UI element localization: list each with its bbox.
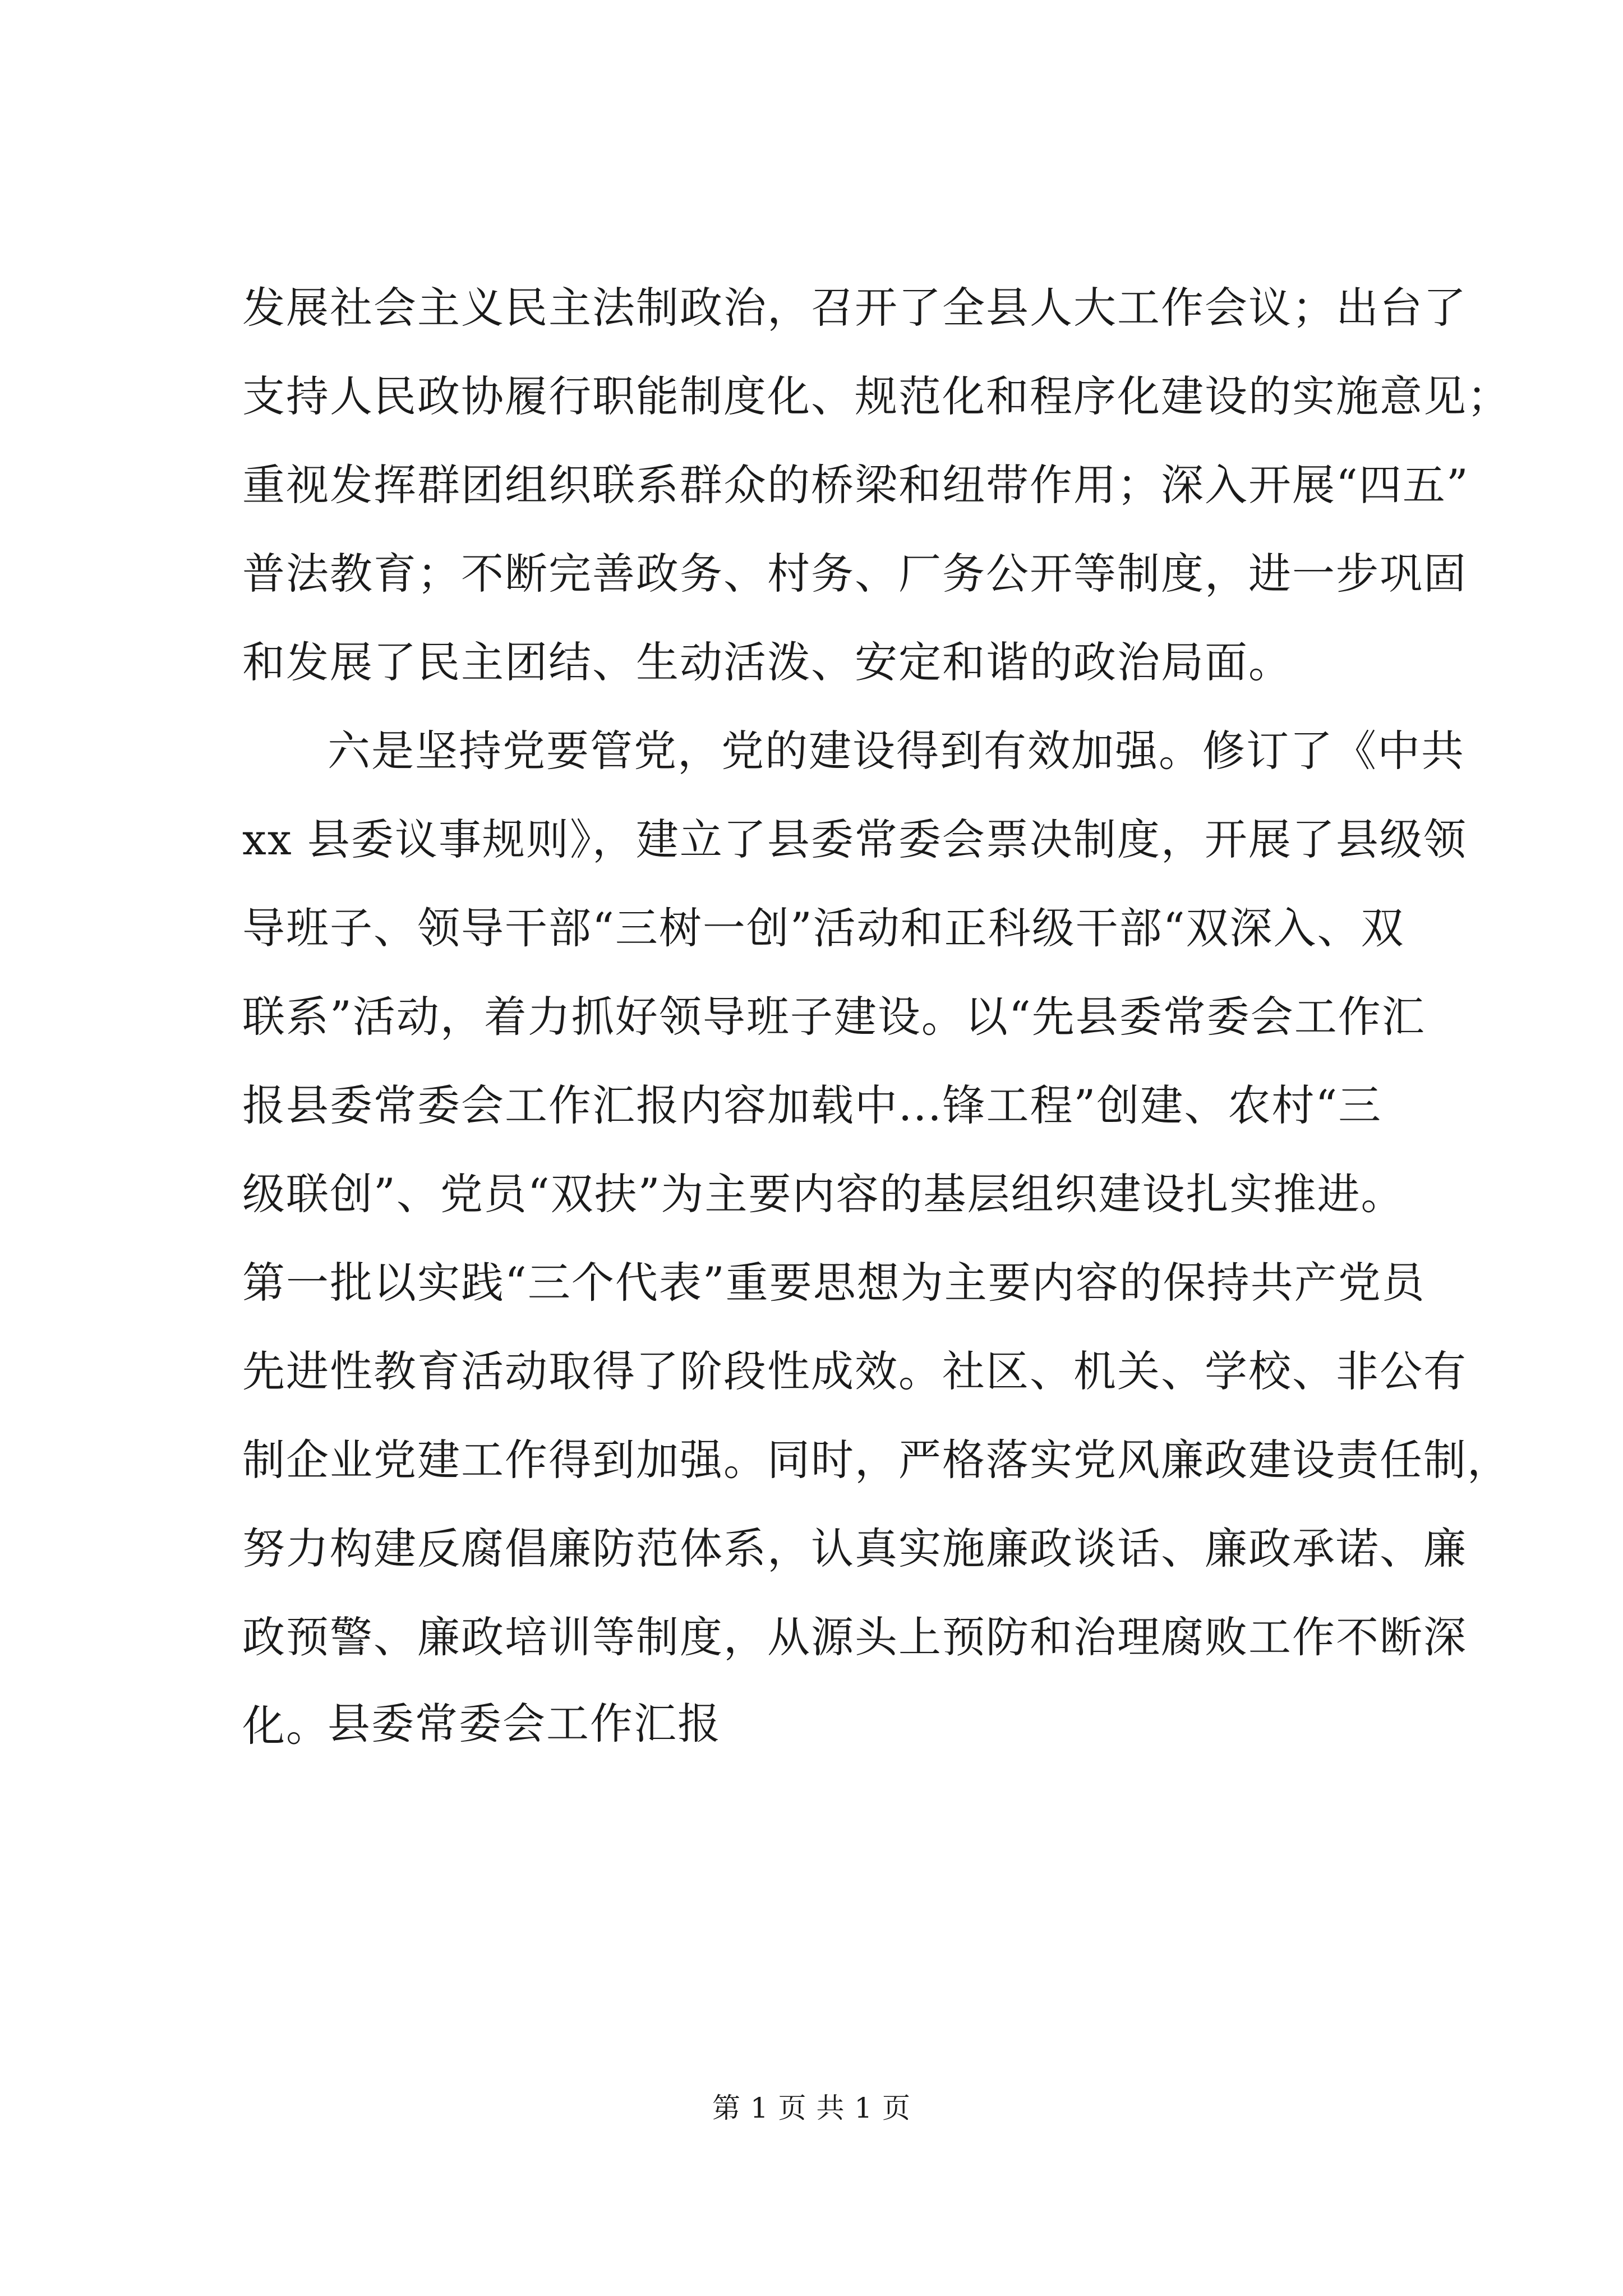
text-line: 和发展了民主团结、生动活泼、安定和谐的政治局面。 xyxy=(242,637,1292,687)
text-line: 发展社会主义民主法制政治，召开了全县人大工作会议；出台了 xyxy=(242,283,1467,333)
text-line: 联系”活动，着力抓好领导班子建设。以“先县委常委会工作汇 xyxy=(242,992,1426,1042)
text-line: 六是坚持党要管党，党的建设得到有效加强。修订了《中共 xyxy=(328,726,1465,776)
closing-title: 县委常委会工作汇报 xyxy=(328,1699,721,1749)
paragraph-party-building xyxy=(242,707,1511,1770)
text-line: 制企业党建工作得到加强。同时，严格落实党风廉政建设责任制， xyxy=(242,1435,1511,1485)
text-line: 导班子、领导干部“三树一创”活动和正科级干部“双深入、双 xyxy=(242,903,1405,953)
text-line: xx 县委议事规则》，建立了县委常委会票决制度，开展了县级领 xyxy=(242,815,1467,864)
text-line: 第一批以实践“三个代表”重要思想为主要内容的保持共产党员 xyxy=(242,1258,1426,1308)
paragraph-democracy xyxy=(242,264,1511,707)
text-line: 报县委常委会工作汇报内容加载中...锋工程”创建、农村“三 xyxy=(242,1080,1382,1130)
text-line: 级联创”、党员“双扶”为主要内容的基层组织建设扎实推进。 xyxy=(242,1169,1405,1219)
text-line: 支持人民政协履行职能制度化、规范化和程序化建设的实施意见； xyxy=(242,371,1511,421)
text-line: 化。 xyxy=(242,1701,330,1751)
text-line: 政预警、廉政培训等制度，从源头上预防和治理腐败工作不断深 xyxy=(242,1612,1467,1662)
text-line: 先进性教育活动取得了阶段性成效。社区、机关、学校、非公有 xyxy=(242,1346,1467,1396)
page-number-footer: 第 1 页 共 1 页 xyxy=(712,2092,911,2124)
document-body xyxy=(242,264,1511,1770)
text-line: 努力构建反腐倡廉防范体系，认真实施廉政谈话、廉政承诺、廉 xyxy=(242,1524,1467,1573)
text-line: 重视发挥群团组织联系群众的桥梁和纽带作用；深入开展“四五” xyxy=(242,460,1469,510)
text-line: 普法教育；不断完善政务、村务、厂务公开等制度，进一步巩固 xyxy=(242,549,1467,599)
